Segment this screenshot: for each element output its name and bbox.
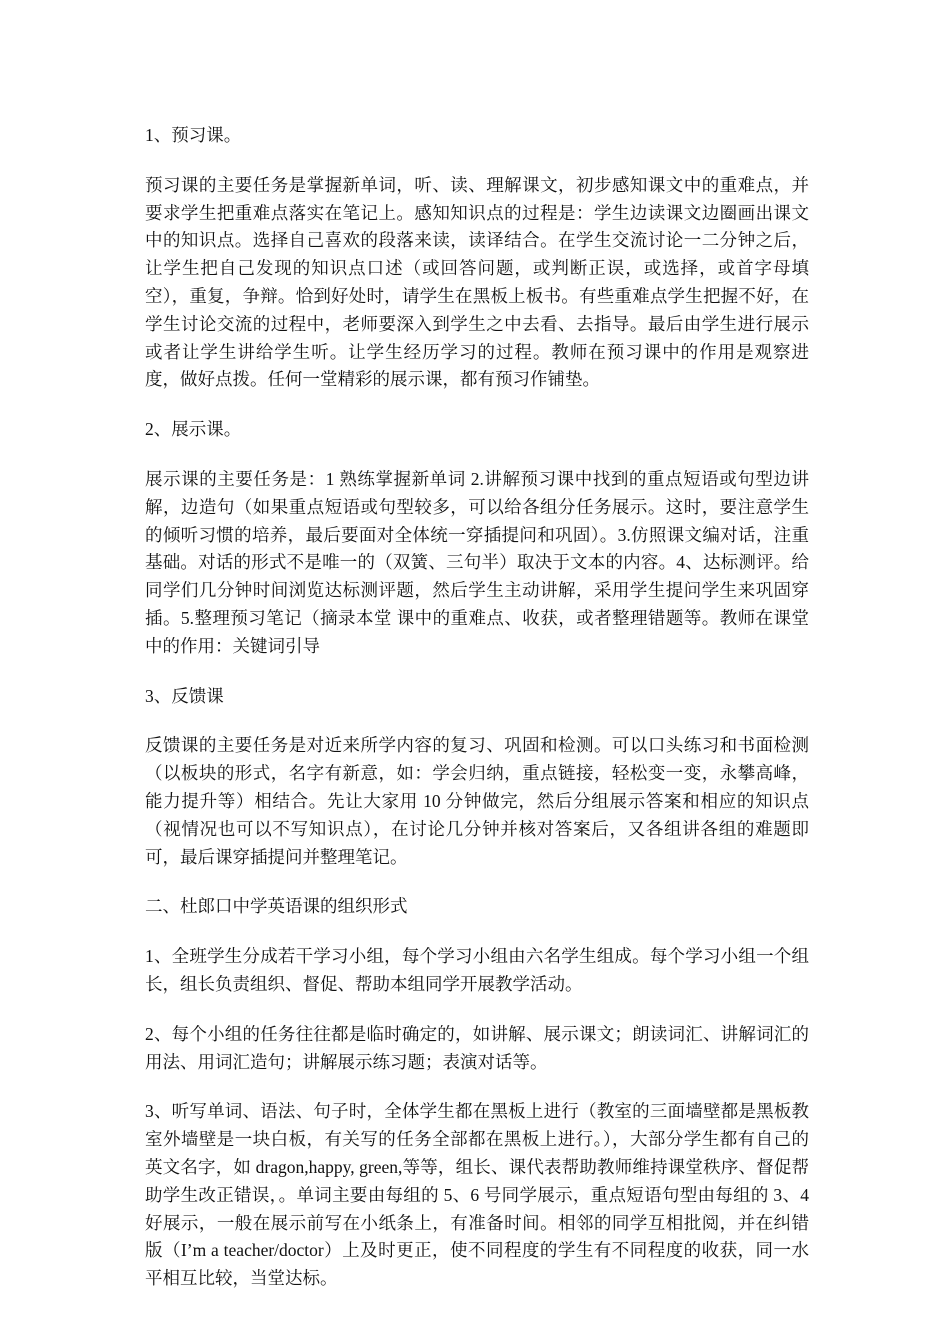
document-page [145,122,809,1315]
paragraph-organization-3: 3、听写单词、语法、句子时，全体学生都在黑板上进行（教室的三面墙壁都是黑板教室外墙壁是一块白板，有关写的任务全部都在黑板上进行。），大部分学生都有自己的英文名字，如 dragon,happy, green,等等，组长、课代表帮助教师维持课堂秩序、督促帮助学生改正错误，。单词主要由每组的 5、6 号同学展示，重点短语句型由每组的 3、4 好展示，一般在展示前写在小纸条上，有准备时间。相邻的同学互相批阅，并在纠错版（I’m a teacher/doctor）上及时更正，使不同程度的学生有不同程度的收获，同一水平相互比较，当堂达标。 [145,1101,809,1289]
paragraph-organization-2: 2、每个小组的任务往往都是临时确定的，如讲解、展示课文；朗读词汇、讲解词汇的用法、用词汇造句；讲解展示练习题；表演对话等。 [145,1023,809,1072]
paragraph-presentation-lesson: 展示课的主要任务是：1 熟练掌握新单词 2.讲解预习课中找到的重点短语或句型边讲解，边造句（如果重点短语或句型较多，可以给各组分任务展示。这时，要注意学生的倾听习惯的培养，最后要面对全体统一穿插提问和巩固）。3.仿照课文编对话，注重基础。对话的形式不是唯一的（双簧、三句半）取决于文本的内容。4、达标测评。给同学们几分钟时间浏览达标测评题，然后学生主动讲解，采用学生提问学生来巩固穿插。5.整理预习笔记（摘录本堂 课中的重难点、收获，或者整理错题等。教师在课堂中的作用：关键词引导 [145,468,809,656]
section-heading-organization: 二、杜郎口中学英语课的组织形式 [145,896,408,917]
section-heading-preview-lesson: 1、预习课。 [145,125,242,145]
paragraph-preview-lesson: 预习课的主要任务是掌握新单词，听、读、理解课文，初步感知课文中的重难点，并要求学生把重难点落实在笔记上。感知知识点的过程是：学生边读课文边圈画出课文中的知识点。选择自己喜欢的段落来读，读译结合。在学生交流讨论一二分钟之后，让学生把自己发现的知识点口述（或回答问题，或判断正误，或选择，或首字母填空），重复，争辩。恰到好处时，请学生在黑板上板书。有些重难点学生把握不好，在学生讨论交流的过程中，老师要深入到学生之中去看、去指导。最后由学生进行展示或者让学生讲给学生听。让学生经历学习的过程。教师在预习课中的作用是观察进度，做好点拨。任何一堂精彩的展示课，都有预习作铺垫。 [145,174,809,390]
paragraph-feedback-lesson: 反馈课的主要任务是对近来所学内容的复习、巩固和检测。可以口头练习和书面检测（以板块的形式，名字有新意，如：学会归纳，重点链接，轻松变一变，永攀高峰，能力提升等）相结合。先让大家用 10 分钟做完，然后分组展示答案和相应的知识点（视情况也可以不写知识点），在讨论几分钟并核对答案后，又各组讲各组的难题即可，最后课穿插提问并整理笔记。 [145,735,809,867]
paragraph-organization-1: 1、全班学生分成若干学习小组，每个学习小组由六名学生组成。每个学习小组一个组长，组长负责组织、督促、帮助本组同学开展教学活动。 [145,946,809,994]
section-heading-presentation-lesson: 2、展示课。 [145,419,242,440]
section-heading-feedback-lesson: 3、反馈课 [145,685,224,706]
